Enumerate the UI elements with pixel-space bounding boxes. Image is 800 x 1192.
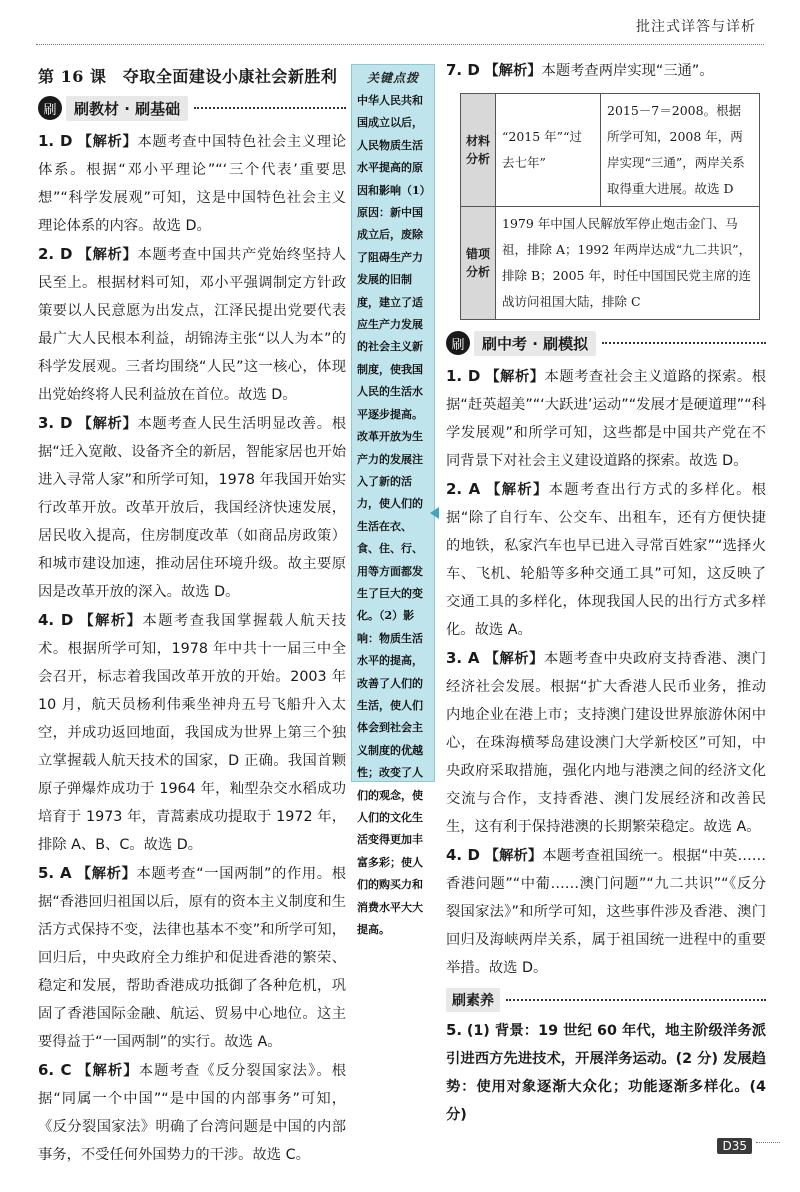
lesson-title: 第 16 课 夺取全面建设小康社会新胜利 xyxy=(38,67,338,86)
sidebar-text: 中华人民共和国成立以后，人民物质生活水平提高的原因和影响（1）原因：新中国成立后，废除了阻碍生产力发展的旧制度，建立了适应生产力发展的社会主义新制度，使我国人民的生活水平逐步提高。改革开放为生产力的发展注入了新的活力，使人们的生活在衣、食、住、行、用等方面都发生了巨大的变化。（2）影响：物质生活水平的提高，改善了人们的生活，使人们体会到社会主义制度的优越性；改变了人们的观念，使人们的文化生活变得更加丰富多彩；使人们的购买力和消费水平大大提高。 xyxy=(357,94,426,937)
answer-text: 本题考查祖国统一。根据“中英……香港问题”“中葡……澳门问题”“九二共识”“《反分裂国家法》”和所学可知，这些事件涉及香港、澳门回归及海峡两岸关系，属于祖国统一进程中的重要举措。故选 D。 xyxy=(446,848,767,976)
key-points-sidebar xyxy=(351,64,435,937)
answer-number: 5. xyxy=(446,1021,463,1039)
answer-item-q5 xyxy=(446,1016,766,1129)
answer-number: 4. D xyxy=(446,846,480,864)
answer-item xyxy=(446,644,766,841)
section-banner-textbook xyxy=(38,95,346,121)
row-label-material: 材料分析 xyxy=(461,94,496,207)
analysis-tag: 【解析】 xyxy=(484,651,544,667)
page-number: D35 xyxy=(717,1138,752,1154)
header-title: 批注式详答与详析 xyxy=(636,19,756,35)
table-row xyxy=(461,207,760,320)
answer-text: 本题考查《反分裂国家法》。根据“同属一个中国”“是中国的内部事务”可知，《反分裂国家法》明确了台湾问题是中国的内部事务，不受任何外国势力的干涉。故选 C。 xyxy=(38,1063,347,1163)
analysis-tag: 【解析】 xyxy=(77,134,138,150)
analysis-tag: 【解析】 xyxy=(77,247,138,263)
material-analysis: 2015－7＝2008。根据所学可知，2008 年，两岸实现“三通”，两岸关系取得重大进展。故选 D xyxy=(601,94,760,207)
answer-item xyxy=(38,606,346,859)
answer-item xyxy=(446,362,766,475)
table-row xyxy=(461,94,760,207)
dotted-rule xyxy=(506,999,766,1001)
answer-text: 本题考查中央政府支持香港、澳门经济社会发展。根据“扩大香港人民币业务，推动内地企业在港上市；支持澳门建设世界旅游休闲中心，在珠海横琴岛建设澳门大学新校区”可知，中央政府采取措施，强化内地与港澳之间的经济文化交流与合作，支持香港、澳门发展经济和改善民生，这有利于保持港澳的长期繁荣稳定。故选 A。 xyxy=(446,651,767,835)
analysis-tag: 【解析】 xyxy=(485,369,545,385)
left-column xyxy=(38,56,346,1169)
answer-number: 3. D xyxy=(38,414,73,432)
answer-number: 4. D xyxy=(38,611,74,629)
answer-text: 本题考查出行方式的多样化。根据“除了自行车、公交车、出租车，还有方便快捷的地铁，私家汽车也早已进入寻常百姓家”“选择火车、飞机、轮船等多种交通工具”可知，这反映了交通工具的多样化，体现我国人民的出行方式多样化。故选 A。 xyxy=(446,482,767,638)
material-quote: “2015 年”“过去七年” xyxy=(496,94,601,207)
pointer-arrow-icon xyxy=(430,507,439,519)
answer-item-q7 xyxy=(446,56,766,85)
answer-number: 2. D xyxy=(38,245,73,263)
answer-item xyxy=(38,240,346,409)
analysis-tag: 【解析】 xyxy=(484,848,543,864)
row-label-error: 错项分析 xyxy=(461,207,496,320)
answer-item xyxy=(38,409,346,606)
analysis-tag: 【解析】 xyxy=(79,613,143,629)
answer-item xyxy=(446,475,766,644)
answer-item xyxy=(38,859,346,1056)
header-divider xyxy=(36,44,764,45)
answer-text: 本题考查人民生活明显改善。根据“迁入宽敞、设备齐全的新居，智能家居也开始进入寻常人家”和所学可知，1978 年我国开始实行改革开放。改革开放后，我国经济快速发展，居民收入提高，住房制度改革（如商品房政策）和城市建设加速，推动居住环境升级。故主要原因是改革开放的深入。故选 D。 xyxy=(38,416,347,600)
answer-number: 1. D xyxy=(446,367,481,385)
brush-icon: 刷 xyxy=(446,331,470,355)
answer-text: (1) 背景：19 世纪 60 年代，地主阶级洋务派引进西方先进技术，开展洋务运动。(2 分) 发展趋势：使用对象逐渐大众化；功能逐渐多样化。(4 分) xyxy=(446,1023,767,1123)
dotted-rule xyxy=(194,107,346,109)
right-column xyxy=(446,56,766,1129)
answer-item xyxy=(446,841,766,982)
error-analysis: 1979 年中国人民解放军停止炮击金门、马祖，排除 A；1992 年两岸达成“九二共识”，排除 B；2005 年，时任中国国民党主席的连战访问祖国大陆，排除 C xyxy=(496,207,760,320)
section-banner-exam xyxy=(446,330,766,356)
section-label: 刷素养 xyxy=(446,988,500,1012)
answer-number: 5. A xyxy=(38,864,72,882)
answer-item xyxy=(38,127,346,240)
sidebar-title: 关键点拨 xyxy=(366,71,419,85)
answer-number: 3. A xyxy=(446,649,480,667)
answer-number: 7. D xyxy=(446,61,480,79)
answer-number: 2. A xyxy=(446,480,481,498)
footer-dotted-rule xyxy=(756,1142,780,1143)
answer-text: 本题考查“一国两制”的作用。根据“香港回归祖国以后，原有的资本主义制度和生活方式保持不变，法律也基本不变”和所学可知，回归后，中央政府全力维护和促进香港的繁荣、稳定和发展，帮助香港成功抵御了各种危机，巩固了香港国际金融、航运、贸易中心地位。这主要得益于“一国两制”的实行。故选 A。 xyxy=(38,866,347,1050)
analysis-tag: 【解析】 xyxy=(486,482,549,498)
dotted-rule xyxy=(602,342,766,344)
answer-item xyxy=(38,1056,346,1169)
analysis-tag: 【解析】 xyxy=(77,1063,139,1079)
analysis-tag: 【解析】 xyxy=(77,416,138,432)
answer-text: 本题考查中国共产党始终坚持人民至上。根据材料可知，邓小平强调制定方针政策要以人民意愿为出发点，江泽民提出党要代表最广大人民根本利益，胡锦涛主张“以人为本”的科学发展观。三者均围绕“人民”这一核心，体现出党始终将人民利益放在首位。故选 D。 xyxy=(38,247,347,403)
analysis-tag: 【解析】 xyxy=(76,866,137,882)
answer-number: 1. D xyxy=(38,132,73,150)
section-banner-literacy xyxy=(446,988,766,1012)
answer-text: 本题考查社会主义道路的探索。根据“赶英超美”“‘大跃进’运动”“发展才是硬道理”“科学发展观”和所学可知，这些都是中国共产党在不同背景下对社会主义建设道路的探索。故选 D。 xyxy=(446,369,766,469)
answer-number: 6. C xyxy=(38,1061,72,1079)
brush-icon: 刷 xyxy=(38,96,62,120)
section-label: 刷中考 · 刷模拟 xyxy=(474,331,596,356)
answer-text: 本题考查中国特色社会主义理论体系。根据“邓小平理论”“‘三个代表’重要思想”“科学发展观”可知，这是中国特色社会主义理论体系的内容。故选 D。 xyxy=(38,134,347,234)
analysis-table xyxy=(460,93,760,320)
analysis-tag: 【解析】 xyxy=(484,63,542,79)
section-label: 刷教材 · 刷基础 xyxy=(66,96,188,121)
answer-text: 本题考查我国掌握载人航天技术。根据所学可知，1978 年中共十一届三中全会召开，标志着我国改革开放的开始。2003 年 10 月，航天员杨利伟乘坐神舟五号飞船升入太空，并成功返回地面，我国成为世界上第三个独立掌握载人航天技术的国家，D 正确。我国首颗原子弹爆炸成功于 1964 年，籼型杂交水稻成功培育于 1973 年，青蒿素成功提取于 1972 年，排除 A、B、C。故选 D。 xyxy=(38,613,347,853)
answer-text: 本题考查两岸实现“三通”。 xyxy=(541,63,714,79)
